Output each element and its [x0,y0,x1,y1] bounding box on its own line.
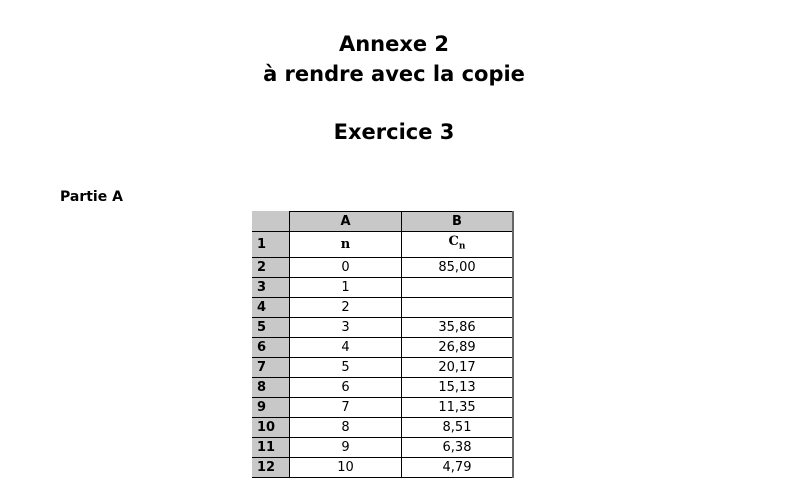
column-header-row [253,212,514,232]
annex-title: Annexe 2 [338,32,450,56]
cell-a[interactable]: 0 [290,257,402,277]
row-header[interactable]: 12 [253,457,290,477]
cell-b[interactable] [402,297,514,317]
table-row [253,277,514,297]
cell-a[interactable]: 8 [290,417,402,437]
cell-b1[interactable] [402,232,514,258]
cell-a[interactable]: 4 [290,337,402,357]
spreadsheet-table [252,211,514,478]
cell-b[interactable]: 35,86 [402,317,514,337]
cell-a[interactable]: 10 [290,457,402,477]
table-row [253,232,514,258]
cell-b[interactable]: 6,38 [402,437,514,457]
row-header[interactable]: 1 [253,232,290,258]
cell-b[interactable]: 8,51 [402,417,514,437]
section-label: Partie A [60,189,123,205]
exercise-title: Exercice 3 [333,120,455,144]
cell-a[interactable]: 3 [290,317,402,337]
cell-b[interactable]: 85,00 [402,257,514,277]
corner-cell [253,212,290,232]
table-row [253,317,514,337]
table-row [253,257,514,277]
cell-b[interactable]: 4,79 [402,457,514,477]
table-row [253,417,514,437]
column-header-a[interactable]: A [290,212,402,232]
column-header-b[interactable]: B [402,212,514,232]
cell-a[interactable]: 6 [290,377,402,397]
cell-b1-subscript: n [458,241,466,252]
row-header[interactable]: 9 [253,397,290,417]
table-row [253,397,514,417]
annex-subtitle: à rendre avec la copie [263,62,525,86]
cell-a[interactable]: 5 [290,357,402,377]
cell-b[interactable]: 20,17 [402,357,514,377]
row-header[interactable]: 2 [253,257,290,277]
row-header[interactable]: 11 [253,437,290,457]
table-row [253,337,514,357]
cell-a[interactable]: 7 [290,397,402,417]
table-row [253,377,514,397]
row-header[interactable]: 5 [253,317,290,337]
cell-b[interactable]: 11,35 [402,397,514,417]
cell-a[interactable]: 2 [290,297,402,317]
cell-a1[interactable]: n [290,232,402,258]
row-header[interactable]: 4 [253,297,290,317]
table-row [253,437,514,457]
cell-b[interactable]: 26,89 [402,337,514,357]
row-header[interactable]: 3 [253,277,290,297]
cell-b[interactable]: 15,13 [402,377,514,397]
row-header[interactable]: 8 [253,377,290,397]
row-header[interactable]: 7 [253,357,290,377]
table-row [253,357,514,377]
table-row [253,457,514,477]
row-header[interactable]: 6 [253,337,290,357]
cell-b1-main: C [448,234,459,249]
table-row [253,297,514,317]
cell-b[interactable] [402,277,514,297]
cell-a[interactable]: 9 [290,437,402,457]
row-header[interactable]: 10 [253,417,290,437]
cell-a[interactable]: 1 [290,277,402,297]
